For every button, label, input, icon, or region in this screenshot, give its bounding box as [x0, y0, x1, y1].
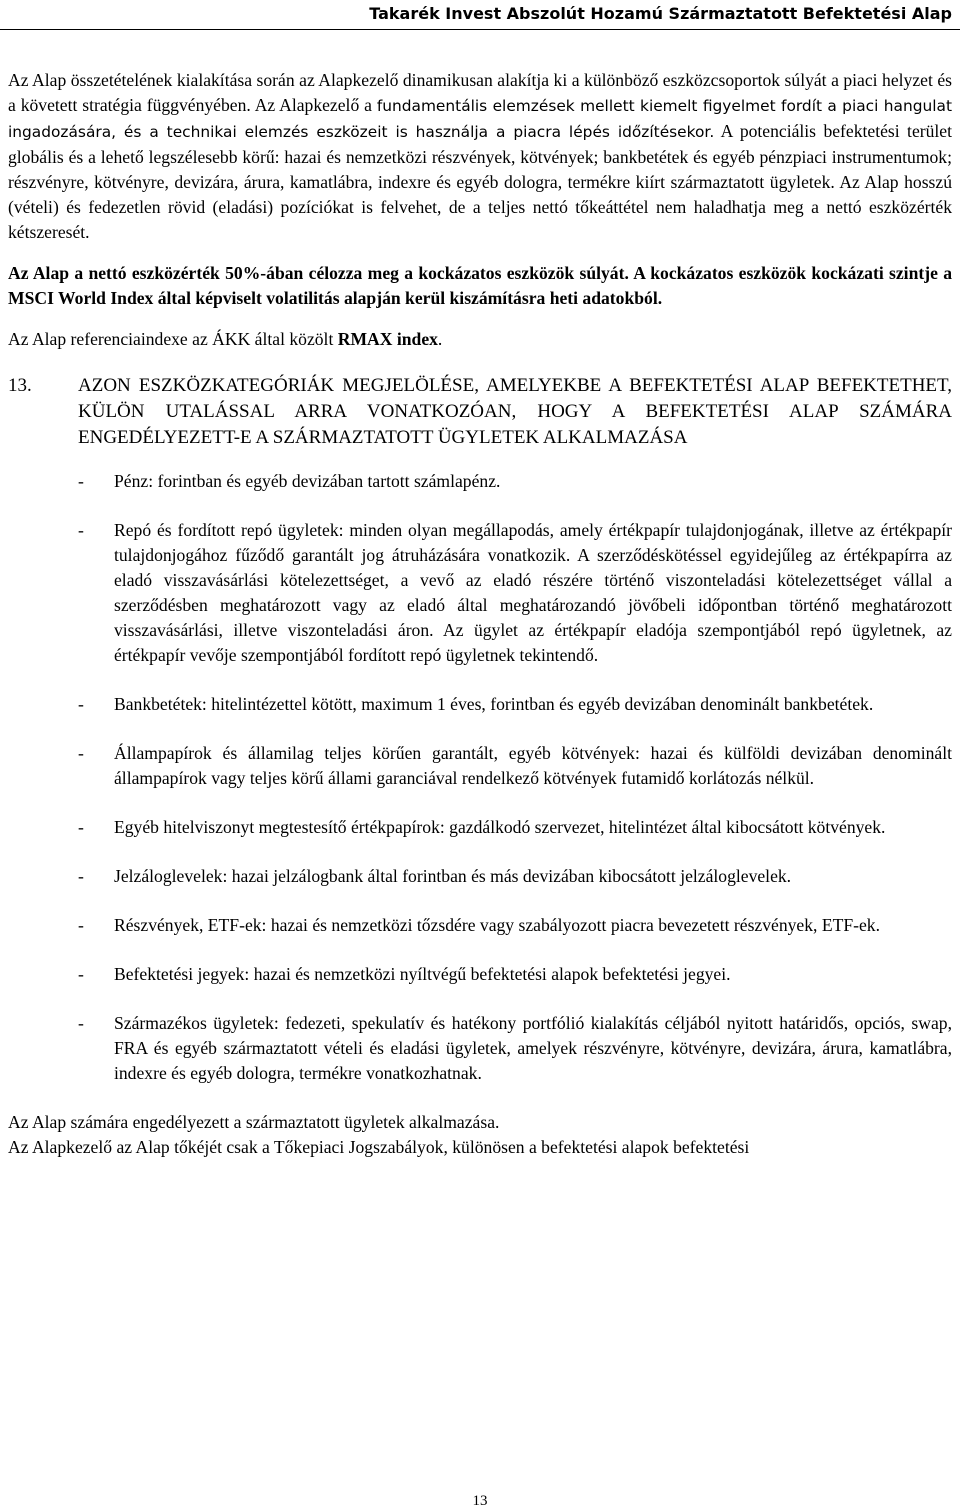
list-bullet: - — [78, 964, 84, 984]
derivatives-allowed-line: Az Alap számára engedélyezett a származtatott ügyletek alkalmazása. — [8, 1112, 500, 1132]
list-bullet: - — [78, 1013, 84, 1033]
list-bullet: - — [78, 817, 84, 837]
reference-index-name: RMAX index — [337, 329, 438, 349]
list-item — [8, 518, 952, 668]
list-item — [8, 692, 952, 717]
reference-end: . — [437, 329, 443, 349]
list-item-text: Jelzáloglevelek: hazai jelzálogbank által forintban és más devizában kibocsátott jelzáloglevelek. — [114, 866, 792, 886]
closing-line: Az Alapkezelő az Alap tőkéjét csak a Tőkepiaci Jogszabályok, különösen a befektetési alapok befektetési — [8, 1137, 750, 1157]
list-item-text: Részvények, ETF-ek: hazai és nemzetközi tőzsdére vagy szabályozott piacra bevezetett részvények, ETF-ek. — [114, 915, 880, 935]
section-heading — [8, 373, 952, 451]
list-item-text: Befektetési jegyek: hazai és nemzetközi nyíltvégű befektetési alapok befektetési jegyei. — [114, 964, 731, 984]
list-item — [8, 962, 952, 987]
list-item — [8, 1011, 952, 1086]
intro-text-end: A potenciális befektetési terület globális és a lehető legszélesebb körű: hazai és nemzetközi részvények, kötvények; bankbetétek és egyéb pénzpiaci instrumentumok; részvényre, kötvényre, devizára, árura, kamatlábra, indexre és egyéb dologra, termékre kiírt származtatott ügyletek. Az Alap hosszú (vételi) és fedezetlen rövid (eladási) pozíciókat is felvehet, de a teljes nettó tőkeáttétel nem haladhatja meg a nettó eszközérték kétszeresét. — [8, 121, 952, 242]
list-item — [8, 913, 952, 938]
reference-text: Az Alap referenciaindexe az ÁKK által közölt — [8, 329, 338, 349]
page-number: 13 — [472, 1493, 488, 1509]
list-item-text: Származékos ügyletek: fedezeti, spekulatív és hatékony portfólió kialakítás céljából nyitott határidős, opciós, swap, FRA és egyéb származtatott vételi és eladási ügyletek, amelyek részvényre, kötvényre, devizára, árura, kamatlábra, indexre és egyéb dologra, termékre vonatkozhatnak. — [114, 1013, 952, 1083]
intro-paragraph — [8, 68, 952, 245]
list-item — [8, 741, 952, 791]
list-bullet: - — [78, 866, 84, 886]
list-bullet: - — [78, 915, 84, 935]
list-bullet: - — [78, 743, 84, 763]
reference-index-paragraph — [8, 327, 952, 352]
list-bullet: - — [78, 471, 84, 491]
list-bullet: - — [78, 694, 84, 714]
risk-target-paragraph: Az Alap a nettó eszközérték 50%-ában célozza meg a kockázatos eszközök súlyát. A kockázatos eszközök kockázati szintje a MSCI World Index által képviselt volatilitás alapján kerül kiszámításra heti adatokból. — [8, 263, 952, 308]
document-body — [8, 68, 952, 1160]
list-item-text: Egyéb hitelviszonyt megtestesítő értékpapírok: gazdálkodó szervezet, hitelintézet által kibocsátott kötvények. — [114, 817, 886, 837]
running-header — [0, 0, 960, 30]
list-item — [8, 469, 952, 494]
section-number: 13. — [8, 375, 32, 396]
list-item — [8, 815, 952, 840]
intro-text-sans: fundamentális elemzések mellett kiemelt figyelmet fordít a piaci hangulat ingadozására, és a technikai elemzés eszközeit is használja a piacra lépés időzítésekor. — [8, 97, 952, 141]
intro-text-start: Az Alap összetételének kialakítása során az Alapkezelő dinamikusan alakítja ki a különböző eszközcsoportok súlyát a piaci helyzet és a követett stratégia függvényében. Az Alapkezelő a — [8, 70, 952, 115]
list-item-text: Pénz: forintban és egyéb devizában tartott számlapénz. — [114, 471, 501, 491]
list-item — [8, 864, 952, 889]
header-title: Takarék Invest Abszolút Hozamú Származtatott Befektetési Alap — [369, 4, 952, 23]
list-item-text: Bankbetétek: hitelintézettel kötött, maximum 1 éves, forintban és egyéb devizában denominált bankbetétek. — [114, 694, 874, 714]
section-title: AZON ESZKÖZKATEGÓRIÁK MEGJELÖLÉSE, AMELYEKBE A BEFEKTETÉSI ALAP BEFEKTETHET, KÜLÖN UTALÁSSAL ARRA VONATKOZÓAN, HOGY A BEFEKTETÉSI ALAP SZÁMÁRA ENGEDÉLYEZETT-E A SZÁRMAZTATOTT ÜGYLETEK ALKALMAZÁSA — [78, 375, 952, 448]
list-bullet: - — [78, 520, 84, 540]
asset-category-list — [8, 469, 952, 1086]
list-item-text: Repó és fordított repó ügyletek: minden olyan megállapodás, amely értékpapír tulajdonjogának, illetve az értékpapír tulajdonjogához fűződő garantált jog átruházására vonatkozik. A szerződéskötéssel egyidejűleg az értékpapírra az eladó visszavásárlási kötelezettséget, a vevő az eladó részére történő viszonteladási kötelezettséget vállal a szerződésben meghatározott vagy az eladó által meghatározandó jövőbeli időpontban történő meghatározott visszavásárlási, illetve viszonteladási áron. Az ügylet az értékpapír eladója szempontjából repó ügyletnek, az értékpapír vevője szempontjából fordított repó ügyletnek tekintendő. — [114, 520, 952, 665]
list-item-text: Állampapírok és államilag teljes körűen garantált, egyéb kötvények: hazai és külföldi devizában denominált állampapírok vagy teljes körű állami garanciával rendelkező kötvények futamidő korlátozás nélkül. — [114, 743, 952, 788]
